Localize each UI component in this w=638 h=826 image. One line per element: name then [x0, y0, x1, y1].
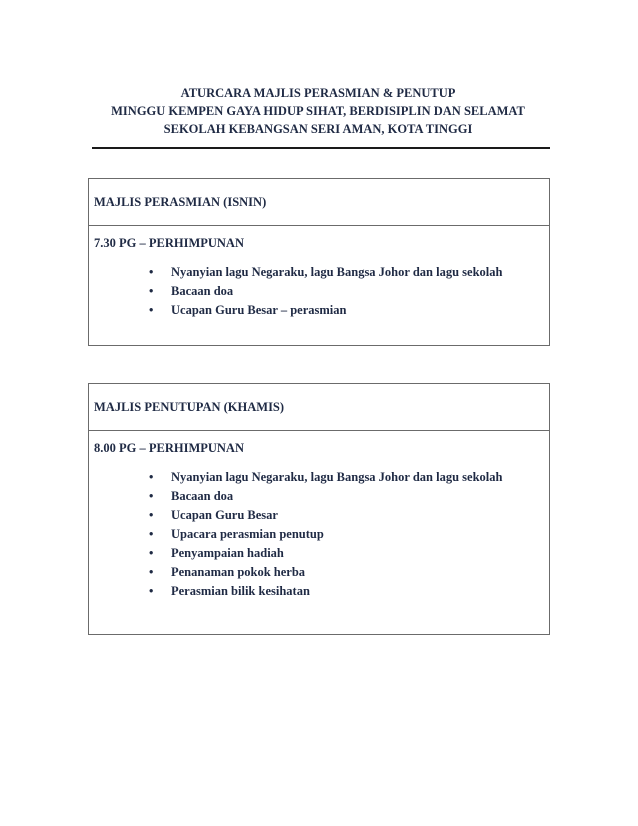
agenda-item [94, 544, 549, 563]
agenda-item [94, 263, 549, 282]
bullet-icon: • [149, 470, 154, 484]
agenda-item-text: Penyampaian hadiah [171, 546, 284, 560]
agenda-list [94, 263, 549, 320]
agenda-item-text: Upacara perasmian penutup [171, 527, 324, 541]
agenda-item-text: Perasmian bilik kesihatan [171, 584, 310, 598]
bullet-icon: • [149, 527, 154, 541]
agenda-item [94, 582, 549, 601]
section-body [89, 226, 549, 320]
header-title-line: ATURCARA MAJLIS PERASMIAN & PENUTUP [180, 86, 456, 100]
bullet-icon: • [149, 565, 154, 579]
agenda-item [94, 525, 549, 544]
header-event-line: MINGGU KEMPEN GAYA HIDUP SIHAT, BERDISIPLIN DAN SELAMAT [111, 104, 525, 118]
header-divider [92, 147, 550, 149]
agenda-item-text: Penanaman pokok herba [171, 565, 306, 579]
section-opening-ceremony [88, 178, 550, 346]
schedule-time-line: 8.00 PG – PERHIMPUNAN [94, 441, 244, 455]
bullet-icon: • [149, 265, 154, 279]
bullet-icon: • [149, 546, 154, 560]
agenda-item-text: Ucapan Guru Besar – perasmian [171, 303, 347, 317]
section-body [89, 431, 549, 601]
agenda-item [94, 301, 549, 320]
bullet-icon: • [149, 489, 154, 503]
agenda-item-text: Bacaan doa [171, 489, 234, 503]
agenda-item [94, 563, 549, 582]
section-title: MAJLIS PERASMIAN (ISNIN) [89, 179, 549, 226]
header-school-line: SEKOLAH KEBANGSAN SERI AMAN, KOTA TINGGI [163, 122, 473, 136]
agenda-item [94, 282, 549, 301]
bullet-icon: • [149, 508, 154, 522]
agenda-item [94, 506, 549, 525]
bullet-icon: • [149, 284, 154, 298]
section-closing-ceremony [88, 383, 550, 635]
agenda-item-text: Bacaan doa [171, 284, 234, 298]
agenda-item-text: Nyanyian lagu Negaraku, lagu Bangsa Johor dan lagu sekolah [171, 470, 503, 484]
agenda-item [94, 487, 549, 506]
bullet-icon: • [149, 584, 154, 598]
document-header [92, 84, 544, 138]
bullet-icon: • [149, 303, 154, 317]
schedule-time-line: 7.30 PG – PERHIMPUNAN [94, 236, 244, 250]
agenda-item [94, 468, 549, 487]
agenda-item-text: Ucapan Guru Besar [171, 508, 278, 522]
section-title: MAJLIS PENUTUPAN (KHAMIS) [89, 384, 549, 431]
agenda-list [94, 468, 549, 601]
agenda-item-text: Nyanyian lagu Negaraku, lagu Bangsa Johor dan lagu sekolah [171, 265, 503, 279]
